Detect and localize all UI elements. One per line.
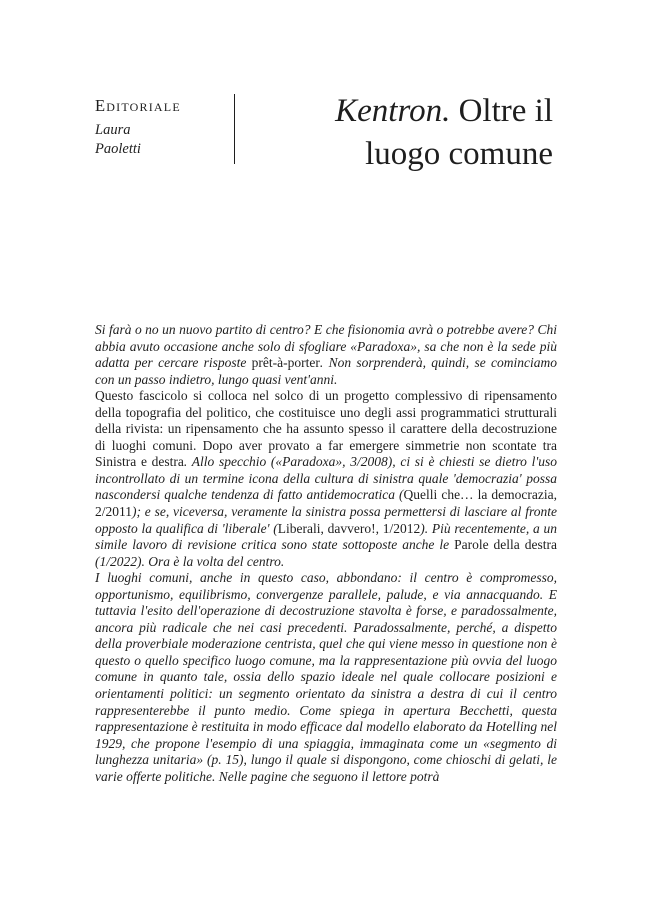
author-name: [95, 121, 235, 159]
article-title: [253, 90, 553, 176]
section-label: Editoriale: [95, 96, 181, 115]
paragraph-2: Questo fascicolo si colloca nel solco di un progetto complessivo di ripensamento della topografia del politico, che costituisce uno degli assi programmatici strutturali della rivista: un ripensamento che ha assunto spesso il carattere della decostruzione di luoghi comuni. Dopo aver provato a far emergere simmetrie non scontate tra Sinistra e destra. Allo specchio («Paradoxa», 3/2008), ci si è chiesti se dietro l'uso incontrollato di un termine icona della cultura di sinistra quale 'democrazia' possa nascondersi qualche tendenza di fatto antidemocratica (Quelli che… la democrazia, 2/2011); e se, viceversa, veramente la sinistra possa permettersi di lasciare al fronte opposto la qualifica di 'liberale' (Liberali, davvero!, 1/2012). Più recentemente, a un simile lavoro di revisione critica sono state sottoposte anche le Parole della destra (1/2022). Ora è la volta del centro.: [95, 388, 557, 569]
article-body: [95, 322, 557, 785]
author-last-name: Paoletti: [95, 141, 141, 157]
title-line1: Oltre il: [458, 93, 553, 129]
header-divider: [234, 94, 235, 164]
paragraph-3: I luoghi comuni, anche in questo caso, abbondano: il centro è compromesso, opportunismo, equilibrismo, convergenze parallele, palude, e via annacquando. E tuttavia l'esito dell'operazione di decostruzione stavolta è forse, e paradossalmente, ancora più radicale che nei casi precedenti. Paradossalmente, perché, a dispetto della proverbiale moderazione centrista, quel che qui viene messo in questione non è questo o quello specifico luogo comune, ma la rappresentazione più ovvia del luogo comune in quanto tale, ossia dello spazio ideale nel quale collocare posizioni e orientamenti politici: un segmento orientato da sinistra a destra di cui il centro rappresenterebbe il punto medio. Come spiega in apertura Becchetti, questa rappresentazione è restituita in modo efficace dal modello elaborato da Hotelling nel 1929, che propone l'esempio di una spiaggia, immaginata come un «segmento di lunghezza unitaria» (p. 15), lungo il quale si dispongono, come chioschi di gelati, le varie offerte politiche. Nelle pagine che seguono il lettore potrà: [95, 570, 557, 784]
author-first-name: Laura: [95, 122, 131, 138]
title-line2: luogo comune: [365, 136, 553, 172]
paragraph-1: Si farà o no un nuovo partito di centro? E che fisionomia avrà o potrebbe avere? Chi abbia avuto occasione anche solo di sfogliare «Paradoxa», sa che non è la sede più adatta per cercare risposte prêt-à-porter. Non sorprenderà, quindi, se cominciamo con un passo indietro, lungo quasi vent'anni.: [95, 322, 557, 387]
article-header: [95, 95, 235, 159]
title-italic: Kentron.: [335, 93, 451, 129]
